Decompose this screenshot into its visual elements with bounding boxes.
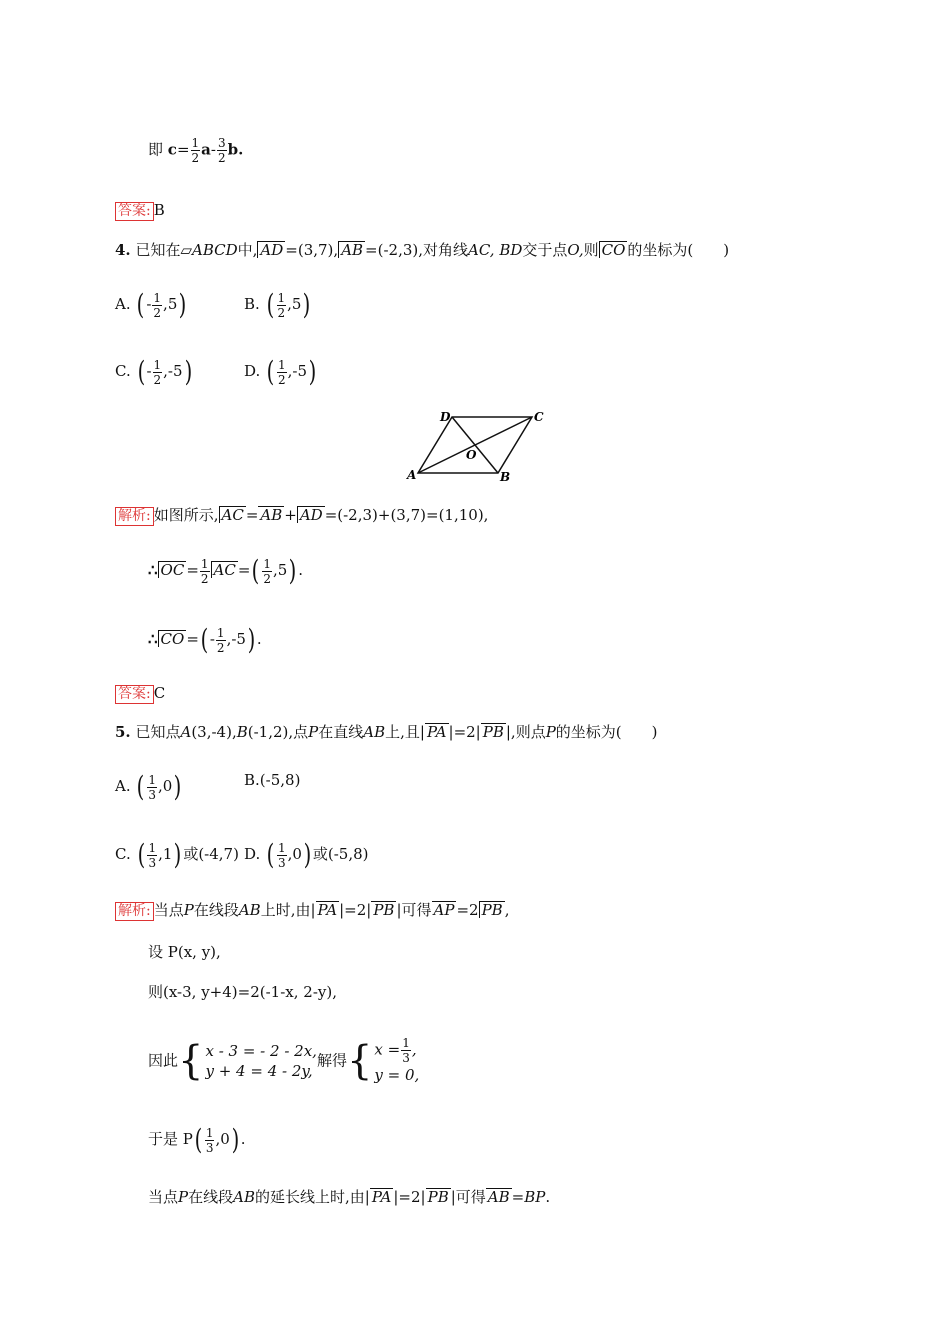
option-tail: 或(-4,7) [183, 845, 239, 863]
vec-pa: PA [317, 901, 338, 919]
q4-stem-part: 已知在▱ [135, 241, 192, 259]
option-rest: ,1 [158, 845, 173, 863]
period: . [240, 1130, 246, 1148]
minus-sign: - [210, 140, 216, 159]
option-label: C. [115, 362, 131, 380]
solution-text: |可得 [396, 901, 432, 919]
paren-close: ) [173, 770, 182, 803]
option-rest: ,-5 [287, 362, 308, 380]
line-ab: AB [363, 723, 386, 741]
segment-ab: AB [233, 1188, 255, 1206]
vec-co: CO [599, 241, 628, 258]
vec-pb: PB [427, 1188, 449, 1206]
eq-sign: = [511, 1188, 525, 1206]
solution-text: =(-2,3)+(3,7)=(1,10), [324, 506, 489, 524]
solution-text: 如图所示, [153, 506, 219, 524]
paren-close: ) [303, 838, 312, 871]
solution-text: 当点 [153, 901, 184, 919]
intro-prefix: 即 [148, 140, 164, 159]
vec-pb: PB [479, 901, 505, 918]
answer-tag: 答案: [115, 202, 154, 221]
option-fraction: $\frac{1}{2}$ [277, 357, 286, 387]
point-b: B [236, 723, 248, 741]
vec-b: b. [227, 140, 244, 159]
analysis-tag: 解析: [115, 507, 154, 526]
diagonal-bd [452, 417, 498, 473]
vec-pa: PA [371, 1188, 392, 1206]
paren-open: ( [137, 288, 145, 321]
option-rest: ,5 [287, 295, 302, 313]
solution-text: ,-5 [226, 630, 246, 648]
q4-solution-line3 [148, 625, 262, 655]
paren-open: ( [137, 355, 145, 388]
option-label: D. [244, 845, 261, 863]
label-b: B [500, 470, 511, 484]
option-rest: ,0 [287, 845, 302, 863]
therefore-symbol: ∴ [148, 561, 158, 579]
q4-answer: C [153, 684, 166, 702]
vec-a: a [201, 140, 211, 159]
q5-solution-line5 [148, 1125, 245, 1155]
option-fraction: $\frac{1}{3}$ [148, 772, 156, 802]
fraction-third: $\frac{1}{3}$ [205, 1125, 214, 1155]
option-rest: ,0 [157, 777, 173, 795]
therefore-symbol: ∴ [148, 630, 158, 648]
intro-line [148, 136, 243, 165]
q4-option-d [244, 357, 318, 387]
paren-open: ( [266, 355, 275, 388]
q4-abcd: ABCD [192, 241, 238, 259]
point-a: A [180, 723, 192, 741]
fraction-half: $\frac{1}{2}$ [263, 556, 272, 586]
fraction-half: $\frac{1}{2}$ [200, 556, 209, 586]
eq-sign: = [237, 561, 251, 579]
solution-text: |可得 [450, 1188, 486, 1206]
label-d: D [440, 410, 451, 424]
label-o: O [466, 448, 477, 462]
paren-close: ) [179, 288, 187, 321]
period: . [545, 1188, 551, 1206]
parallelogram-figure [400, 405, 550, 485]
q5-stem-part: (-1,2),点 [247, 723, 309, 741]
paren-close: ) [231, 1123, 240, 1156]
solution-text: 则(x-3, y+4)=2(-1-x, 2-y), [148, 983, 337, 1001]
q3-answer: B [153, 201, 165, 219]
solution-text: 在线段 [188, 1188, 234, 1206]
solution-text: 因此 [148, 1051, 179, 1070]
paren-close: ) [308, 355, 317, 388]
solution-text: 的延长线上时,由| [254, 1188, 370, 1206]
q4-point-o: O, [567, 241, 584, 259]
q4-number: 4. [115, 241, 131, 259]
equation-line: x - 3 = - 2 - 2x, [205, 1041, 317, 1060]
period: . [256, 630, 262, 648]
vec-co: CO [158, 630, 187, 647]
option-rest: ,5 [163, 295, 178, 313]
option-label: C. [115, 845, 131, 863]
q5-solution-line1 [115, 900, 509, 921]
vec-c: c [167, 140, 177, 159]
option-fraction: $\frac{1}{3}$ [148, 840, 157, 870]
q4-option-b [244, 290, 312, 320]
fraction-three-halves: $\frac{3}{2}$ [217, 136, 226, 165]
q4-diagonals: AC, BD [468, 241, 523, 259]
solution-text: |=2| [339, 901, 372, 919]
q5-stem-part: (3,-4), [191, 723, 237, 741]
point-p: P [183, 901, 194, 919]
vec-ap: AP [433, 901, 455, 919]
point-p: P [178, 1188, 189, 1206]
q4-stem [115, 240, 729, 260]
analysis-tag: 解析: [115, 902, 154, 921]
q5-option-c [115, 840, 239, 870]
q5-option-d [244, 840, 369, 870]
q4-solution-line1 [115, 505, 488, 526]
solution-text: 当点 [148, 1188, 179, 1206]
equation-line: y = 0, [374, 1066, 420, 1084]
plus-sign: + [284, 506, 297, 524]
solution-text: =2 [456, 901, 479, 919]
solution-text: 上时,由| [260, 901, 316, 919]
q4-stem-part: 则 [583, 241, 599, 259]
q5-stem [115, 722, 658, 742]
equation-line: x = $\frac{1}{3}$ , [374, 1036, 417, 1065]
eq-sign: = [245, 506, 259, 524]
q5-stem-part: 上,且| [385, 723, 425, 741]
q5-solution-line3 [148, 982, 337, 1002]
fraction-third: $\frac{1}{3}$ [402, 1036, 410, 1065]
solution-text: 在线段 [193, 901, 239, 919]
paren-open: ( [200, 623, 209, 656]
q4-stem-part: 中, [237, 241, 258, 259]
answer-tag: 答案: [115, 685, 154, 704]
vec-ac: AC [211, 561, 238, 578]
q4-stem-part: 交于点 [522, 241, 568, 259]
vec-ab: AB [338, 241, 365, 258]
equation-system [205, 1041, 316, 1081]
option-label: B. [244, 295, 260, 313]
option-label: A. [115, 295, 131, 313]
eq-sign: = [186, 561, 199, 579]
paren-open: ( [266, 838, 275, 871]
segment-ab: AB [238, 901, 261, 919]
paren-open: ( [252, 554, 260, 587]
q5-number: 5. [115, 723, 131, 741]
point-p: P [308, 723, 319, 741]
q4-answer-line [115, 683, 165, 704]
left-brace: { [178, 1037, 204, 1084]
solution-text: ,5 [273, 561, 288, 579]
solution-text: , [504, 901, 510, 919]
fraction-half: $\frac{1}{2}$ [216, 625, 225, 655]
vec-pb: PB [373, 901, 395, 919]
q3-answer-line [115, 200, 165, 221]
q5-option-a [115, 772, 183, 802]
label-a: A [407, 468, 417, 482]
vec-ad: AD [257, 241, 285, 258]
solution-text: 于是 P [148, 1130, 193, 1148]
eq-sign: = [176, 140, 190, 159]
vec-bp: BP [524, 1188, 546, 1206]
paren-close: ) [247, 623, 256, 656]
eq-sign: = [186, 630, 199, 648]
vec-pa: PA [426, 723, 447, 741]
vec-pb: PB [482, 723, 504, 741]
paren-open: ( [194, 1123, 203, 1156]
paren-close: ) [184, 355, 192, 388]
paren-open: ( [137, 838, 145, 871]
option-fraction: $\frac{1}{2}$ [277, 290, 286, 320]
q4-option-a [115, 290, 188, 320]
equation-line: y + 4 = 4 - 2y, [205, 1061, 313, 1080]
label-c: C [534, 410, 544, 424]
option-rest: ,-5 [163, 362, 183, 380]
option-fraction: $\frac{1}{2}$ [153, 357, 162, 387]
option-label: A. [115, 777, 131, 795]
option-tail: 或(-5,8) [312, 845, 369, 863]
option-text: B.(-5,8) [244, 771, 301, 789]
paren-close: ) [174, 838, 182, 871]
period: . [298, 561, 304, 579]
vec-oc: OC [158, 561, 187, 578]
paren-close: ) [303, 288, 311, 321]
paren-open: ( [266, 288, 274, 321]
solution-text: 解得 [316, 1051, 347, 1070]
q4-option-c [115, 357, 193, 387]
solution-text: 设 P(x, y), [148, 943, 221, 961]
solution-text: ,0 [215, 1130, 230, 1148]
vec-ab: AB [487, 1188, 510, 1206]
option-sign: - [146, 295, 152, 313]
point-p: P [545, 723, 556, 741]
option-fraction: $\frac{1}{3}$ [277, 840, 286, 870]
q5-option-b [244, 770, 300, 790]
paren-close: ) [288, 554, 297, 587]
q5-stem-part: 的坐标为( ) [555, 723, 658, 741]
q5-stem-part: |,则点 [505, 723, 546, 741]
q4-stem-part: 的坐标为( ) [627, 241, 730, 259]
q5-solution-line6 [148, 1187, 550, 1207]
left-brace: { [346, 1037, 373, 1084]
q4-solution-line2 [148, 556, 303, 586]
solution-text: |=2| [393, 1188, 426, 1206]
paren-open: ( [137, 770, 145, 803]
q5-solution-line2 [148, 942, 221, 962]
vec-ad: AD [297, 506, 325, 523]
q4-stem-part: =(-2,3),对角线 [365, 241, 469, 259]
vec-ac: AC [219, 506, 246, 523]
fraction-half: $\frac{1}{2}$ [191, 136, 200, 165]
option-label: D. [244, 362, 261, 380]
option-fraction: $\frac{1}{2}$ [153, 290, 162, 320]
q5-solution-line4 [148, 1036, 419, 1085]
minus-sign: - [209, 630, 215, 648]
vec-ab: AB [260, 506, 283, 524]
q5-stem-part: 在直线 [318, 723, 364, 741]
option-sign: - [146, 362, 152, 380]
q5-stem-part: 已知点 [135, 723, 181, 741]
q4-stem-part: =(3,7), [285, 241, 339, 259]
solution-system [374, 1036, 419, 1085]
q5-stem-part: |=2| [448, 723, 481, 741]
